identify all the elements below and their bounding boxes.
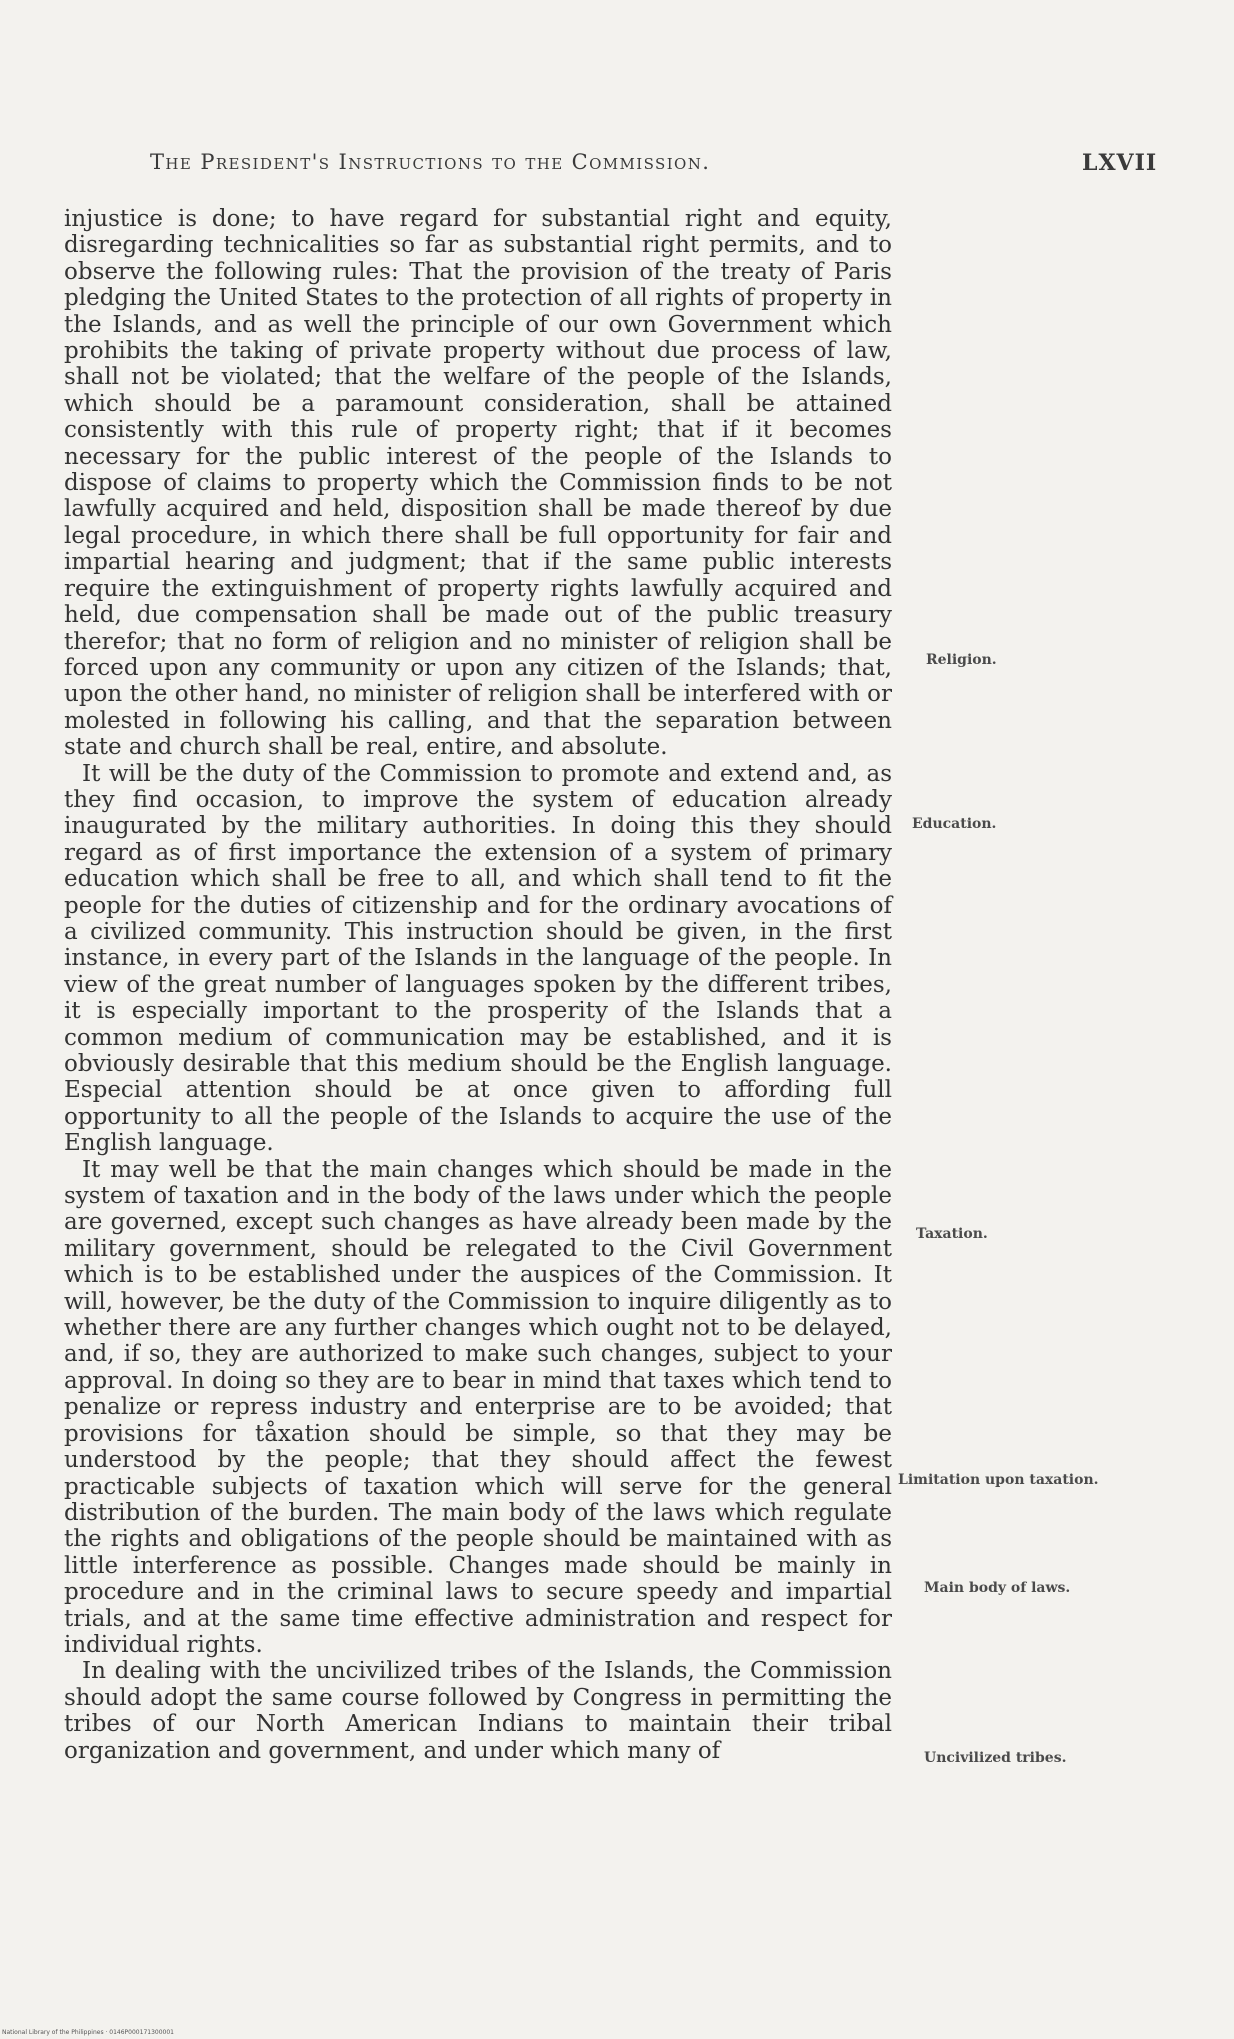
running-head-title: The President's Instructions to the Commission. xyxy=(150,150,711,174)
paragraph-education: It will be the duty of the Commission to promote and extend and, as they find occasion, to improve the system of education already inaugurated by the military authorities. In doing this they should regard as of first importance the extension of a system of primary education which shall be free to all, and which shall tend to fit the people for the duties of citizenship and for the ordinary avocations of a civilized community. This instruction should be given, in the first instance, in every part of the Islands in the language of the people. In view of the great number of languages spoken by the different tribes, it is especially important to the prosperity of the Islands that a common medium of communication may be established, and it is obviously desirable that this medium should be the English language. Especial attention should be at once given to affording full opportunity to all the people of the Islands to acquire the use of the English language. xyxy=(64,760,892,1157)
margin-note-limitation-upon-taxation: Limitation upon taxation. xyxy=(898,1472,1099,1488)
paragraph-uncivilized-tribes: In dealing with the uncivilized tribes of the Islands, the Commission should adopt the same course followed by Congress in permitting the tribes of our North American Indians to maintain their tribal organization and government, and under which many of xyxy=(64,1658,892,1764)
paragraph-taxation: It may well be that the main changes which should be made in the system of taxation and in the body of the laws under which the people are governed, except such changes as have already been made by the military government, should be relegated to the Civil Government which is to be established under the auspices of the Commission. It will, however, be the duty of the Commission to inquire diligently as to whether there are any further changes which ought not to be delayed, and, if so, they are authorized to make such changes, subject to your approval. In doing so they are to bear in mind that taxes which tend to penalize or repress industry and enterprise are to be avoided; that provisions for tåxation should be simple, so that they may be understood by the people; that they should affect the fewest practicable subjects of taxation which will serve for the general distribution of the burden. The main body of the laws which regulate the rights and obligations of the people should be maintained with as little interference as possible. Changes made should be mainly in procedure and in the criminal laws to secure speedy and impartial trials, and at the same time effective administration and respect for individual rights. xyxy=(64,1156,892,1658)
margin-note-uncivilized-tribes: Uncivilized tribes. xyxy=(924,1750,1067,1766)
body-text xyxy=(64,206,892,1764)
margin-note-education: Education. xyxy=(912,816,997,832)
margin-note-religion: Religion. xyxy=(926,652,997,668)
margin-note-taxation: Taxation. xyxy=(916,1226,988,1242)
margin-note-main-body-of-laws: Main body of laws. xyxy=(924,1580,1071,1596)
scan-credit: National Library of the Philippines · 0146P000171300001 xyxy=(2,2029,174,2036)
page-number: LXVII xyxy=(1082,150,1158,176)
paragraph-property-religion: injustice is done; to have regard for substantial right and equity, disregarding technicalities so far as substantial right permits, and to observe the following rules: That the provision of the treaty of Paris pledging the United States to the protection of all rights of property in the Islands, and as well the principle of our own Government which prohibits the taking of private property without due process of law, shall not be violated; that the welfare of the people of the Islands, which should be a paramount consideration, shall be attained consistently with this rule of property right; that if it becomes necessary for the public interest of the people of the Islands to dispose of claims to property which the Commission finds to be not lawfully acquired and held, disposition shall be made thereof by due legal procedure, in which there shall be full opportunity for fair and impartial hearing and judgment; that if the same public interests require the extinguishment of property rights lawfully acquired and held, due compensation shall be made out of the public treasury therefor; that no form of religion and no minister of religion shall be forced upon any community or upon any citizen of the Islands; that, upon the other hand, no minister of religion shall be interfered with or molested in following his calling, and that the separation between state and church shall be real, entire, and absolute. xyxy=(64,206,892,761)
